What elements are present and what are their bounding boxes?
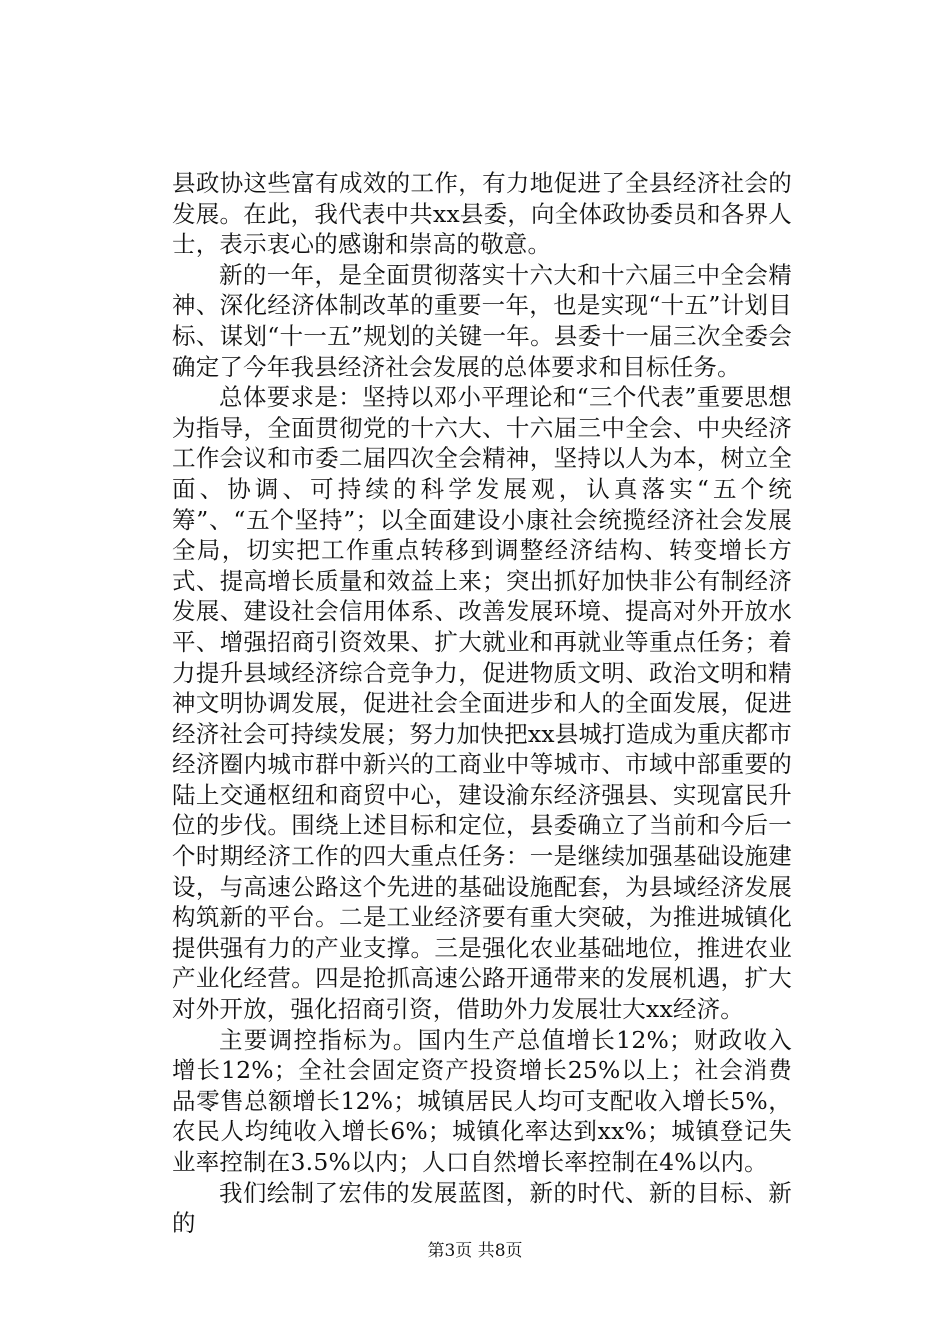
paragraph-continuation: 县政协这些富有成效的工作，有力地促进了全县经济社会的发展。在此，我代表中共xx县委，向全体政协委员和各界人士，表示衷心的感谢和崇高的敬意。 (172, 169, 792, 259)
paragraph-control-indicators: 主要调控指标为。国内生产总值增长12%；财政收入增长12%；全社会固定资产投资增长25%以上；社会消费品零售总额增长12%；城镇居民人均可支配收入增长5%，农民人均纯收入增长6%；城镇化率达到xx%；城镇登记失业率控制在3.5%以内；人口自然增长率控制在4%以内。 (172, 1025, 792, 1176)
document-body (172, 168, 792, 1239)
page-number-footer: 第3页 共8页 (427, 1241, 523, 1261)
paragraph-blueprint: 我们绘制了宏伟的发展蓝图，新的时代、新的目标、新的 (172, 1178, 792, 1238)
paragraph-new-year: 新的一年，是全面贯彻落实十六大和十六届三中全会精神、深化经济体制改革的重要一年，也是实现“十五”计划目标、谋划“十一五”规划的关键一年。县委十一届三次全委会确定了今年我县经济社会发展的总体要求和目标任务。 (172, 260, 792, 381)
paragraph-overall-requirements: 总体要求是：坚持以邓小平理论和“三个代表”重要思想为指导，全面贯彻党的十六大、十六届三中全会、中央经济工作会议和市委二届四次全会精神，坚持以人为本，树立全面、协调、可持续的科学发展观，认真落实“五个统筹”、“五个坚持”；以全面建设小康社会统揽经济社会发展全局，切实把工作重点转移到调整经济结构、转变增长方式、提高增长质量和效益上来；突出抓好加快非公有制经济发展、建设社会信用体系、改善发展环境、提高对外开放水平、增强招商引资效果、扩大就业和再就业等重点任务；着力提升县域经济综合竞争力，促进物质文明、政治文明和精神文明协调发展，促进社会全面进步和人的全面发展，促进经济社会可持续发展；努力加快把xx县城打造成为重庆都市经济圈内城市群中新兴的工商业中等城市、市域中部重要的陆上交通枢纽和商贸中心，建设渝东经济强县、实现富民升位的步伐。围绕上述目标和定位，县委确立了当前和今后一个时期经济工作的四大重点任务：一是继续加强基础设施建设，与高速公路这个先进的基础设施配套，为县域经济发展构筑新的平台。二是工业经济要有重大突破，为推进城镇化提供强有力的产业支撑。三是强化农业基础地位，推进农业产业化经营。四是抢抓高速公路开通带来的发展机遇，扩大对外开放，强化招商引资，借助外力发展壮大xx经济。 (172, 383, 792, 1024)
